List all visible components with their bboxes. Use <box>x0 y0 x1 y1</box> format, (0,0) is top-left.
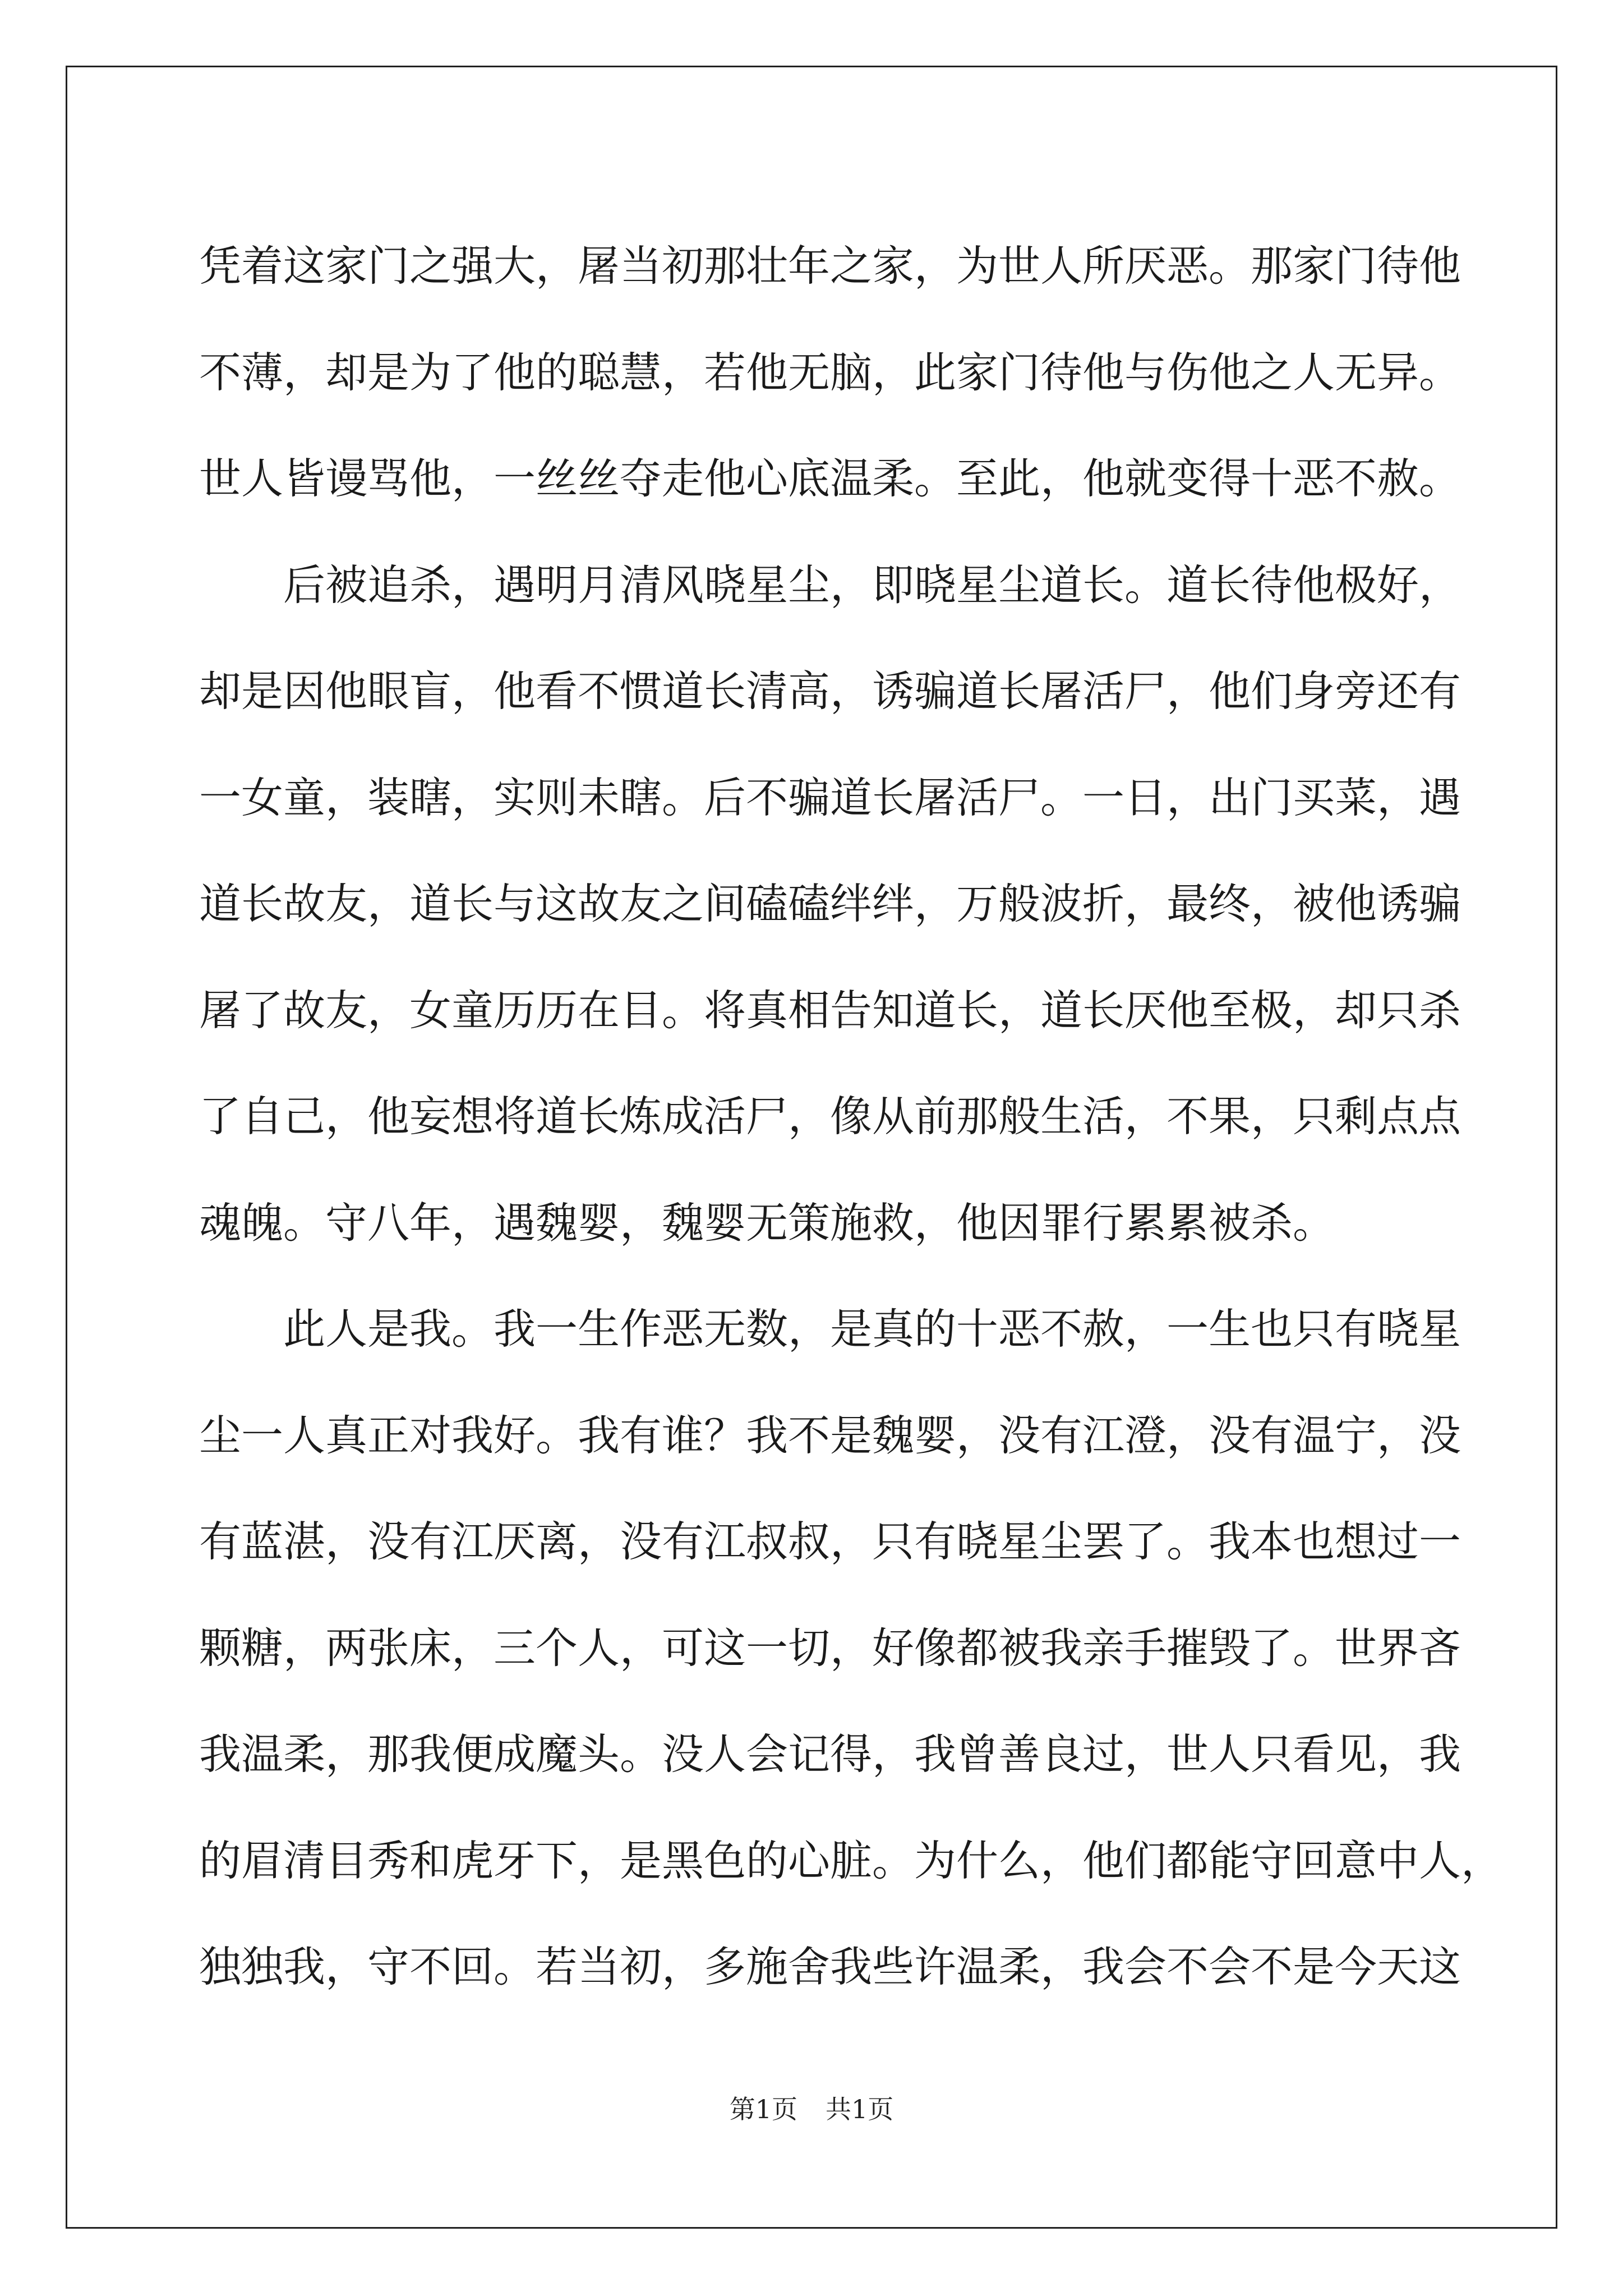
document-body <box>199 213 1504 2021</box>
page-footer <box>0 2092 1623 2126</box>
text-line: 凭着这家门之强大，屠当初那壮年之家，为世人所厌恶。那家门待他 <box>199 241 1461 291</box>
page-number: 第1页 <box>729 2094 797 2124</box>
text-line: 的眉清目秀和虎牙下，是黑色的心脏。为什么，他们都能守回意中人， <box>199 1835 1504 1885</box>
text-line: 此人是我。我一生作恶无数，是真的十恶不赦，一生也只有晓星 <box>283 1304 1461 1354</box>
text-line: 后被追杀，遇明月清风晓星尘，即晓星尘道长。道长待他极好， <box>283 560 1461 610</box>
text-line: 屠了故友，女童历历在目。将真相告知道长，道长厌他至极，却只杀 <box>199 985 1461 1035</box>
text-line: 我温柔，那我便成魔头。没人会记得，我曾善良过，世人只看见，我 <box>199 1729 1461 1779</box>
text-line: 世人皆谩骂他，一丝丝夺走他心底温柔。至此，他就变得十恶不赦。 <box>199 454 1461 503</box>
text-line: 魂魄。守八年，遇魏婴，魏婴无策施救，他因罪行累累被杀。 <box>199 1198 1335 1248</box>
text-line: 道长故友，道长与这故友之间磕磕绊绊，万般波折，最终，被他诱骗 <box>199 879 1461 928</box>
text-line: 独独我，守不回。若当初，多施舍我些许温柔，我会不会不是今天这 <box>199 1942 1461 1991</box>
text-line: 有蓝湛，没有江厌离，没有江叔叔，只有晓星尘罢了。我本也想过一 <box>199 1517 1461 1566</box>
page-total: 共1页 <box>826 2094 894 2124</box>
text-line: 却是因他眼盲，他看不惯道长清高，诱骗道长屠活尸，他们身旁还有 <box>199 666 1461 716</box>
text-line: 了自己，他妄想将道长炼成活尸，像从前那般生活，不果，只剩点点 <box>199 1092 1461 1141</box>
text-line: 尘一人真正对我好。我有谁？我不是魏婴，没有江澄，没有温宁，没 <box>199 1410 1461 1460</box>
text-line: 颗糖，两张床，三个人，可这一切，好像都被我亲手摧毁了。世界吝 <box>199 1623 1461 1673</box>
text-line: 不薄，却是为了他的聪慧，若他无脑，此家门待他与伤他之人无异。 <box>199 347 1461 397</box>
text-line: 一女童，装瞎，实则未瞎。后不骗道长屠活尸。一日，出门买菜，遇 <box>199 772 1461 822</box>
